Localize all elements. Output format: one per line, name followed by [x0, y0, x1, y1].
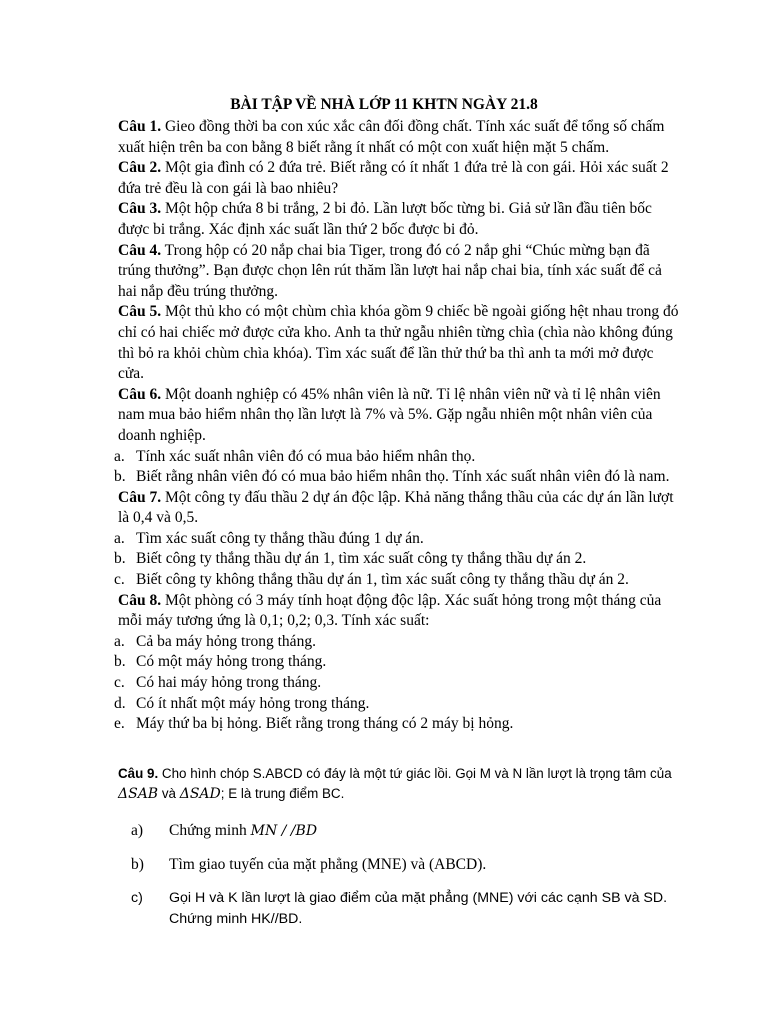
sub-item-text: Chứng minh — [169, 822, 251, 839]
sub-item — [114, 694, 682, 715]
sub-item-label: a) — [131, 822, 144, 839]
sub-item-text: Cả ba máy hỏng trong tháng. — [136, 632, 316, 650]
question-1 — [118, 117, 682, 158]
question-text: và — [158, 786, 180, 801]
question-number: Câu 9. — [118, 766, 159, 781]
sub-item-label: b. — [114, 468, 126, 486]
question-text: Một gia đình có 2 đứa trẻ. Biết rằng có ít nhất 1 đứa trẻ là con gái. Hỏi xác suất 2 đứa trẻ đều là con gái là bao nhiêu? — [118, 159, 669, 197]
sub-item — [114, 447, 682, 468]
question-text: Một hộp chứa 8 bi trắng, 2 bi đỏ. Lần lượt bốc từng bi. Giả sử lần đầu tiên bốc được bi trắng. Xác định xác suất lần thứ 2 bốc được bi đỏ. — [118, 200, 652, 238]
sub-item — [114, 673, 682, 694]
question-number: Câu 3. — [118, 200, 162, 218]
sub-item-label: b) — [131, 856, 144, 873]
sub-item-text: Máy thứ ba bị hỏng. Biết rằng trong tháng có 2 máy bị hỏng. — [136, 715, 514, 733]
question-9-stem — [118, 764, 690, 804]
question-number: Câu 6. — [118, 385, 162, 403]
question-text: Một phòng có 3 máy tính hoạt động độc lập. Xác suất hỏng trong một tháng của mỗi máy tương ứng là 0,1; 0,2; 0,3. Tính xác suất: — [118, 591, 662, 630]
sub-item — [114, 714, 682, 735]
question-number: Câu 4. — [118, 241, 162, 259]
sub-item — [114, 467, 682, 488]
question-text: Một doanh nghiệp có 45% nhân viên là nữ. Tỉ lệ nhân viên nữ và tỉ lệ nhân viên nam mua bảo hiểm nhân thọ lần lượt là 7% và 5%. Gặp ngẫu nhiên một nhân viên của doanh nghiệp. — [118, 385, 661, 444]
question-9 — [118, 764, 690, 930]
sub-item-label: a. — [114, 529, 125, 547]
sub-item-label: b. — [114, 653, 126, 671]
question-6 — [118, 385, 682, 447]
math-expression: MN / /BD — [250, 823, 318, 839]
exercise-list — [114, 117, 682, 735]
sub-item-label: a. — [114, 447, 125, 465]
question-8 — [118, 591, 682, 632]
sub-item-label: d. — [114, 694, 126, 712]
sub-item-label: e. — [114, 715, 125, 733]
math-expression: ΔSAB — [118, 786, 159, 802]
sub-item-label: c. — [114, 674, 125, 692]
question-5 — [118, 302, 682, 384]
sub-item-text: Gọi H và K lần lượt là giao điểm của mặt phẳng (MNE) với các cạnh SB và SD. Chứng minh HK//BD. — [169, 890, 668, 927]
question-2 — [118, 158, 682, 199]
question-text: Gieo đồng thời ba con xúc xắc cân đối đồng chất. Tính xác suất để tổng số chấm xuất hiện trên ba con bằng 8 biết rằng ít nhất có một con xuất hiện mặt 5 chấm. — [118, 118, 665, 156]
sub-item-text: Tìm xác suất công ty thắng thầu đúng 1 dự án. — [136, 529, 424, 547]
sub-item-text: Có ít nhất một máy hỏng trong tháng. — [136, 694, 370, 712]
question-text: Trong hộp có 20 nắp chai bia Tiger, trong đó có 2 nắp ghi “Chúc mừng bạn đã trúng thưởng”. Bạn được chọn lên rút thăm lần lượt hai nắp chai bia, tính xác suất để cả hai nắp đều trúng thưởng. — [118, 241, 662, 300]
sub-item — [114, 529, 682, 550]
sub-item-text: Có một máy hỏng trong tháng. — [136, 653, 327, 671]
sub-item — [114, 652, 682, 673]
sub-item-label: a. — [114, 632, 125, 650]
question-8-items — [114, 632, 682, 735]
sub-item-text: Tìm giao tuyến của mặt phẳng (MNE) và (ABCD). — [169, 856, 487, 873]
sub-item — [118, 855, 690, 875]
document-title: BÀI TẬP VỀ NHÀ LỚP 11 KHTN NGÀY 21.8 — [230, 96, 538, 113]
question-3 — [118, 199, 682, 240]
sub-item-label: b. — [114, 550, 126, 568]
question-number: Câu 1. — [118, 118, 162, 135]
question-7 — [118, 488, 682, 529]
question-text: Cho hình chóp S.ABCD có đáy là một tứ giác lồi. Gọi M và N lần lượt là trọng tâm của — [158, 766, 672, 781]
question-text: ; E là trung điểm BC. — [220, 786, 345, 801]
sub-item-text: Có hai máy hỏng trong tháng. — [136, 674, 322, 692]
question-text: Một công ty đấu thầu 2 dự án độc lập. Khả năng thắng thầu của các dự án lần lượt là 0,4 và 0,5. — [118, 488, 674, 527]
math-expression: ΔSAD — [179, 786, 221, 802]
sub-item — [114, 549, 682, 570]
sub-item-text: Biết công ty không thắng thầu dự án 1, tìm xác suất công ty thắng thầu dự án 2. — [136, 571, 629, 589]
question-4 — [118, 241, 682, 303]
question-number: Câu 8. — [118, 591, 162, 609]
question-7-items — [114, 529, 682, 591]
sub-item — [118, 888, 690, 930]
question-number: Câu 7. — [118, 488, 162, 506]
question-number: Câu 2. — [118, 159, 162, 177]
sub-item-text: Tính xác suất nhân viên đó có mua bảo hiểm nhân thọ. — [136, 447, 476, 465]
sub-item — [114, 570, 682, 591]
sub-item-label: c) — [131, 890, 143, 906]
sub-item-text: Biết công ty thắng thầu dự án 1, tìm xác suất công ty thắng thầu dự án 2. — [136, 550, 587, 568]
sub-item-text: Biết rằng nhân viên đó có mua bảo hiểm nhân thọ. Tính xác suất nhân viên đó là nam. — [136, 468, 670, 486]
question-number: Câu 5. — [118, 303, 162, 321]
sub-item — [118, 821, 690, 841]
sub-item-label: c. — [114, 571, 125, 589]
question-text: Một thủ kho có một chùm chìa khóa gồm 9 chiếc bề ngoài giống hệt nhau trong đó chỉ có hai chiếc mở được cửa kho. Anh ta thử ngẫu nhiên từng chìa (chìa nào không đúng thì bỏ ra khỏi chùm chìa khóa). Tìm xác suất để lần thử thứ ba thì anh ta mới mở được cửa. — [118, 303, 679, 383]
sub-item — [114, 632, 682, 653]
question-6-items — [114, 447, 682, 488]
